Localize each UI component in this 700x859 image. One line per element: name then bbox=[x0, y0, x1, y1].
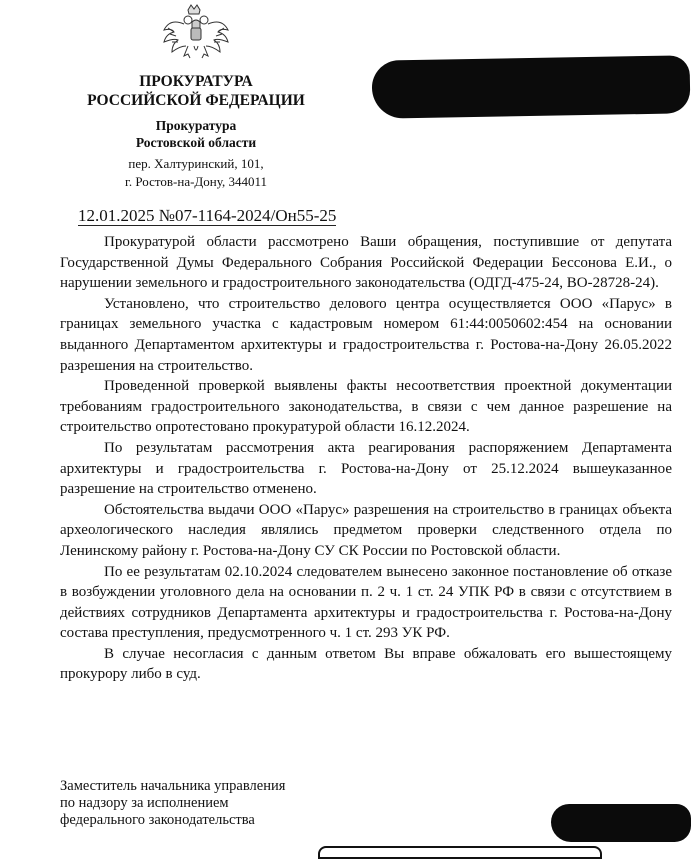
paragraph: Проведенной проверкой выявлены факты несоответствия проектной документации требованиям градостроительного законодательства, в связи с чем данное разрешение на строительство опротестовано прокуратурой области 16.12.2024. bbox=[60, 378, 672, 436]
reference-line bbox=[78, 206, 336, 226]
redaction-footer bbox=[318, 846, 602, 859]
coat-of-arms-icon bbox=[158, 2, 234, 64]
paragraph: Прокуратурой области рассмотрено Ваши обращения, поступившие от депутата Государственной Думы Федерального Собрания Российской Федерации Бессонова Е.И., о нарушении земельного и градостроительного законодательства (ОДГД-475-24, ВО-28728-24). bbox=[60, 234, 672, 292]
address: пер. Халтуринский, 101, г. Ростов-на-Дону, 344011 bbox=[125, 156, 267, 189]
paragraph: По результатам рассмотрения акта реагирования распоряжением Департамента архитектуры и градостроительства г. Ростова-на-Дону от 25.12.2024 вышеуказанное разрешение на строительство отменено. bbox=[60, 439, 672, 498]
document-date: 12.01.2025 bbox=[78, 206, 155, 225]
letter-body bbox=[60, 232, 672, 685]
paragraph: По ее результатам 02.10.2024 следователем вынесено законное постановление об отказе в возбуждении уголовного дела на основании п. 2 ч. 1 ст. 24 УПК РФ в связи с отсутствием в действиях сотрудников Департамента архитектуры и градостроительства г. Ростова-на-Дону состава преступления, предусмотренного ч. 1 ст. 293 УК РФ. bbox=[60, 563, 672, 642]
organization-name: ПРОКУРАТУРА РОССИЙСКОЙ ФЕДЕРАЦИИ bbox=[87, 73, 305, 109]
paragraph: Обстоятельства выдачи ООО «Парус» разрешения на строительство в границах объекта археологического наследия являлись предметом проверки следственного отдела по Ленинскому району г. Ростова-на-Дону СУ СК России по Ростовской области. bbox=[60, 501, 672, 559]
department-name: Прокуратура Ростовской области bbox=[135, 118, 257, 150]
reference-underline bbox=[78, 225, 336, 226]
paragraph: В случае несогласия с данным ответом Вы вправе обжаловать его вышестоящему прокурору либо в суд. bbox=[60, 645, 672, 683]
paragraph: Установлено, что строительство делового центра осуществляется ООО «Парус» в границах земельного участка с кадастровым номером 61:44:0050602:454 на основании выданного Департаментом архитектуры и градостроительства г. Ростова-на-Дону 26.05.2022 разрешения на строительство. bbox=[60, 295, 672, 374]
redaction-addressee bbox=[372, 55, 691, 119]
document-number: №07-1164-2024/Он55-25 bbox=[158, 206, 337, 225]
redaction-signer-name bbox=[551, 804, 691, 842]
signatory-title: Заместитель начальника управления по надзору за исполнением федерального законодательства bbox=[60, 778, 286, 828]
